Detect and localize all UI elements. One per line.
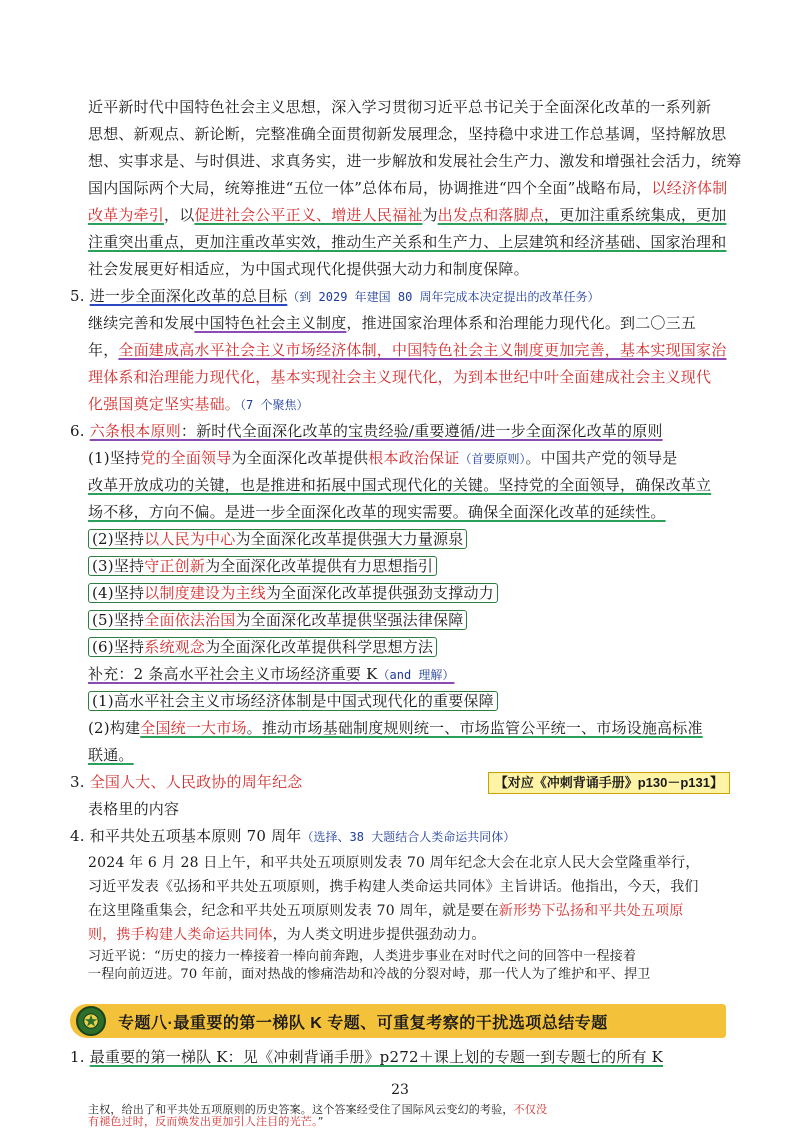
paragraph-line: 近平新时代中国特色社会主义思想，深入学习贯彻习近平总书记关于全面深化改革的一系列新 [88,98,712,116]
paragraph-line: 改革为牵引，以促进社会公平正义、增进人民福祉为出发点和落脚点，更加注重系统集成，更加 [88,206,727,224]
paragraph-line: 表格里的内容 [88,800,180,818]
reference-tag: 【对应《冲刺背诵手册》p130－p131】 [488,772,730,794]
paragraph-line: 在这里隆重集会，纪念和平共处五项原则发表 70 周年，就是要在新形势下弘扬和平共处五项原 [88,903,684,919]
list-item [88,555,437,577]
badge-icon [76,1006,106,1036]
quote-line: 有褪色过时，反而焕发出更加引人注目的光芒。” [88,1115,324,1128]
supplement-heading: 补充：2 条高水平社会主义市场经济重要 K（and 理解） [88,665,455,683]
list-item-continuation: 改革开放成功的关键，也是推进和拓展中国式现代化的关键。坚持党的全面领导，确保改革立 [88,476,712,494]
supplement-item: (2)构建全国统一大市场。推动市场基础制度规则统一、市场监管公平统一、市场设施高标准 [88,719,703,737]
section-6-heading: 6. 六条根本原则：新时代全面深化改革的宝贵经验/重要遵循/进一步全面深化改革的原则 [70,422,663,440]
boxed-item: (3)坚持守正创新为全面深化改革提供有力思想指引 [88,556,437,576]
paragraph-line: 2024 年 6 月 28 日上午，和平共处五项原则发表 70 周年纪念大会在北京人民大会堂隆重举行， [88,855,700,871]
supplement-item: (1)高水平社会主义市场经济体制是中国式现代化的重要保障 [88,690,498,712]
section-4-heading: 4. 和平共处五项基本原则 70 周年（选择、38 大题结合人类命运共同体） [70,827,516,845]
supplement-item-continuation: 联通。 [88,746,134,764]
quote-line: 一程向前迈进。70 年前，面对热战的惨痛浩劫和冷战的分裂对峙，那一代人为了维护和平、捍卫 [88,967,651,982]
boxed-item: (4)坚持以制度建设为主线为全面深化改革提供强劲支撑动力 [88,583,498,603]
paragraph-line: 注重突出重点，更加注重改革实效，推动生产关系和生产力、上层建筑和经济基础、国家治理和 [88,233,727,251]
boxed-item: (2)坚持以人民为中心为全面深化改革提供强大力量源泉 [88,529,467,549]
list-item [88,528,467,550]
section-5-heading: 5. 进一步全面深化改革的总目标（到 2029 年建国 80 周年完成本决定提出的改革任务） [70,287,600,305]
quote-line: 主权，给出了和平共处五项原则的历史答案。这个答案经受住了国际风云变幻的考验，不仅没 [88,1103,548,1116]
paragraph-line: 年，全面建成高水平社会主义市场经济体制，中国特色社会主义制度更加完善，基本实现国家治 [88,341,727,359]
boxed-item: (6)坚持系统观念为全面深化改革提供科学思想方法 [88,637,437,657]
topic-banner [70,1004,726,1038]
banner-title: 专题八·最重要的第一梯队 K 专题、可重复考察的干扰选项总结专题 [118,1014,608,1032]
paragraph-line: 社会发展更好相适应，为中国式现代化提供强大动力和制度保障。 [88,260,529,278]
list-item [88,609,467,631]
paragraph-line: 国内国际两个大局，统筹推进“五位一体”总体布局，协调推进“四个全面”战略布局，以经济体制 [88,179,728,197]
topic-item: 1. 最重要的第一梯队 K：见《冲刺背诵手册》p272＋课上划的专题一到专题七的所有 K [70,1048,664,1066]
boxed-item: (5)坚持全面依法治国为全面深化改革提供坚强法律保障 [88,610,467,630]
list-item [88,582,498,604]
list-item-continuation: 场不移，方向不偏。是进一步全面深化改革的现实需要。确保全面深化改革的延续性。 [88,503,666,521]
paragraph-line: 想、实事求是、与时俱进、求真务实，进一步解放和发展社会生产力、激发和增强社会活力，统筹 [88,152,742,170]
quote-line: 习近平说：“历史的接力一棒接着一棒向前奔跑，人类进步事业在对时代之问的回答中一程接着 [88,949,637,964]
paragraph-line: 思想、新观点、新论断，完整准确全面贯彻新发展理念，坚持稳中求进工作总基调，坚持解放思 [88,125,727,143]
page-number: 23 [391,1082,409,1098]
paragraph-line: 继续完善和发展中国特色社会主义制度，推进国家治理体系和治理能力现代化。到二〇三五 [88,314,697,332]
section-3-heading: 3. 全国人大、人民政协的周年纪念 [70,773,303,791]
paragraph-line: 则，携手构建人类命运共同体，为人类文明进步提供强劲动力。 [88,927,486,943]
paragraph-line: 化强国奠定坚实基础。（7 个聚焦） [88,395,309,413]
paragraph-line: 习近平发表《弘扬和平共处五项原则，携手构建人类命运共同体》主旨讲话。他指出，今天，我们 [88,879,699,895]
paragraph-line: 理体系和治理能力现代化，基本实现社会主义现代化，为到本世纪中叶全面建成社会主义现代 [88,368,712,386]
list-item: (1)坚持党的全面领导为全面深化改革提供根本政治保证（首要原则）。中国共产党的领导是 [88,449,678,467]
list-item [88,636,437,658]
